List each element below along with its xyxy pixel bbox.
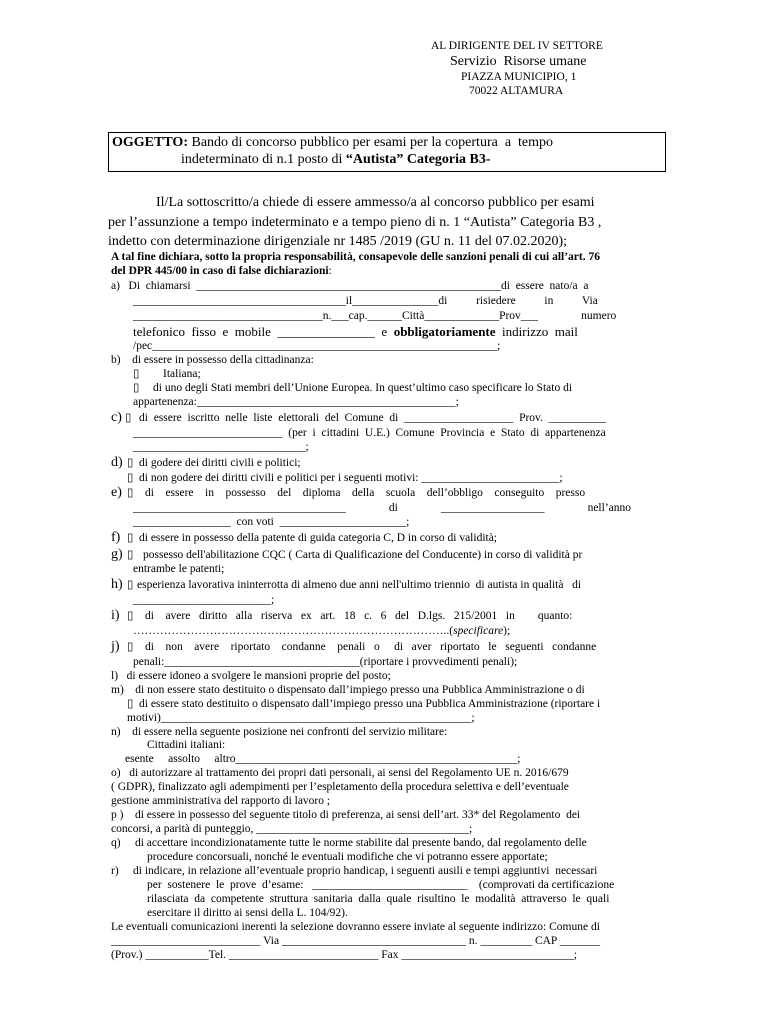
item-r-line-1: r) di indicare, in relazione all’eventuale proprio handicap, i seguenti ausili e tempi aggiuntivi necessari — [111, 865, 598, 877]
item-f-label: f) — [111, 530, 121, 545]
declaration-line-1: A tal fine dichiara, sotto la propria responsabilità, consapevole delle sanzioni penali di cui all’art. 76 — [111, 251, 600, 263]
checkbox-icon[interactable]: ▯ — [133, 382, 140, 394]
checkbox-icon[interactable]: ▯ — [125, 412, 132, 424]
item-c-line-3: ______________________________; — [133, 441, 309, 453]
item-b-line-4: appartenenza:_____________________________________________; — [133, 396, 459, 408]
item-e-line-1: di essere in possesso del diploma della scuola dell’obbligo conseguito presso — [145, 487, 586, 499]
item-i-line-1: di avere diritto alla riserva ex art. 18 c. 6 del D.lgs. 215/2001 in quanto: — [145, 610, 573, 622]
checkbox-icon[interactable]: ▯ — [127, 610, 134, 622]
item-a-line-2: _____________________________________il_______________di risiedere in Via — [133, 295, 598, 307]
item-i-label: i) — [111, 608, 120, 623]
item-m-line-2: di essere stato destituito o dispensato dall’impiego presso una Pubblica Amministrazione (riportare i — [139, 698, 601, 710]
item-a-line-5: /pec____________________________________________________________; — [133, 340, 501, 352]
item-o-line-1: o) di autorizzare al trattamento dei propri dati personali, ai sensi del Regolamento UE n. 2016/679 — [111, 767, 569, 779]
item-c-line-1: di essere iscritto nelle liste elettorali del Comune di ___________________ Prov. __________ — [139, 412, 607, 424]
item-n-line-3: esente assolto altro_________________________________________________; — [125, 753, 521, 765]
item-h-line-2: ________________________; — [133, 594, 275, 606]
item-g-label: g) — [111, 547, 123, 562]
item-m-line-1: m) di non essere stato destituito o dispensato dall’impiego presso una Pubblica Amministrazione o di — [111, 684, 585, 696]
item-a-line-3: _________________________________n.___cap.______Città_____________Prov___ numero — [133, 310, 617, 322]
intro-line-1: Il/La sottoscritto/a chiede di essere ammesso/a al concorso pubblico per esami — [156, 195, 595, 210]
item-b-italian: Italiana; — [163, 368, 201, 380]
checkbox-icon[interactable]: ▯ — [133, 368, 140, 380]
item-r-line-4: esercitare il diritto ai sensi della L. 104/92). — [147, 907, 348, 919]
footer-line-3: (Prov.) ___________Tel. __________________________ Fax ______________________________; — [111, 949, 578, 961]
item-a-line-4: telefonico fisso e mobile _______________ e obbligatoriamente indirizzo mail — [133, 324, 578, 339]
checkbox-icon[interactable]: ▯ — [127, 579, 134, 591]
item-r-line-3: rilasciata da competente struttura sanitaria dalla quale risultino le modalità attraverso le quali — [147, 893, 610, 905]
item-q-line-1: q) di accettare incondizionatamente tutte le norme stabilite dal presente bando, dal regolamento delle — [111, 837, 587, 849]
addressee-service: Servizio Risorse umane — [450, 54, 587, 69]
checkbox-icon[interactable]: ▯ — [127, 641, 134, 653]
checkbox-icon[interactable]: ▯ — [127, 549, 134, 561]
declaration-line-2: del DPR 445/00 in caso di false dichiarazioni: — [111, 265, 332, 277]
checkbox-icon[interactable]: ▯ — [127, 472, 134, 484]
item-j-line-1: di non avere riportato condanne penali o di aver riportato le seguenti condanne — [145, 641, 597, 653]
item-m-line-3: motivi)______________________________________________________; — [127, 712, 475, 724]
item-g-line-2: entrambe le patenti; — [133, 563, 225, 575]
item-d-line-1: di godere dei diritti civili e politici; — [139, 457, 301, 469]
item-e-line-3: _________________ con voti ______________________; — [133, 516, 410, 528]
item-e-label: e) — [111, 485, 122, 500]
item-h-line-1: esperienza lavorativa ininterrotta di almeno due anni nell'ultimo triennio di autista in qualità di — [137, 579, 582, 591]
intro-line-3: indetto con determinazione dirigenziale nr 1485 /2019 (GU n. 11 del 07.02.2020); — [108, 234, 568, 249]
subject-label: OGGETTO: — [112, 135, 188, 150]
item-o-line-2: ( GDPR), finalizzato agli adempimenti per l’espletamento della procedura selettiva e dell’eventuale — [111, 781, 569, 793]
item-l-line-1: l) di essere idoneo a svolgere le mansioni proprie del posto; — [111, 670, 391, 682]
item-a-line-1: a) Di chiamarsi _____________________________________________________di essere nato/a a — [111, 280, 589, 292]
subject-line-2 — [181, 153, 491, 167]
checkbox-icon[interactable]: ▯ — [127, 487, 134, 499]
item-r-line-2: per sostenere le prove d’esame: ___________________________ (comprovati da certificazione — [147, 879, 615, 891]
checkbox-icon[interactable]: ▯ — [127, 457, 134, 469]
item-e-line-2: _____________________________________ di __________________ nell’anno — [133, 502, 631, 514]
addressee-line: AL DIRIGENTE DEL IV SETTORE — [431, 40, 603, 52]
item-j-label: j) — [111, 639, 120, 654]
subject-text-1: Bando di concorso pubblico per esami per la copertura a tempo — [187, 135, 554, 150]
checkbox-icon[interactable]: ▯ — [127, 698, 134, 710]
item-d-label: d) — [111, 455, 123, 470]
subject-position: “Autista” Categoria B3- — [345, 152, 491, 167]
item-b-eu: di uno degli Stati membri dell’Unione Europea. In quest’ultimo caso specificare lo Stato di — [153, 382, 573, 394]
item-i-line-2: ………………………………………………………………………..(specificare); — [133, 625, 511, 637]
item-n-line-2: Cittadini italiani: — [147, 739, 226, 751]
item-p-line-2: concorsi, a parità di punteggio, _____________________________________; — [111, 823, 473, 835]
item-g-line-1: possesso dell'abilitazione CQC ( Carta di Qualificazione del Conducente) in corso di validità pr — [143, 549, 583, 561]
subject-line-1 — [112, 136, 553, 150]
addressee-city: 70022 ALTAMURA — [469, 85, 564, 97]
item-n-line-1: n) di essere nella seguente posizione nei confronti del servizio militare: — [111, 726, 448, 738]
item-f-line-1: di essere in possesso della patente di guida categoria C, D in corso di validità; — [139, 532, 498, 544]
item-j-line-2: penali:__________________________________(riportare i provvedimenti penali); — [133, 656, 518, 668]
item-d-line-2: di non godere dei diritti civili e politici per i seguenti motivi: ________________________; — [139, 472, 563, 484]
item-q-line-2: procedure concorsuali, nonché le eventuali modifiche che vi potranno essere apportate; — [147, 851, 548, 863]
footer-line-2: __________________________ Via ________________________________ n. _________ CAP _______ — [111, 935, 601, 947]
item-h-label: h) — [111, 577, 123, 592]
item-b-line-1: b) di essere in possesso della cittadinanza: — [111, 354, 314, 366]
footer-line-1: Le eventuali comunicazioni inerenti la selezione dovranno essere inviate al seguente indirizzo: Comune di — [111, 921, 600, 933]
item-o-line-3: gestione amministrativa del rapporto di lavoro ; — [111, 795, 331, 807]
item-p-line-1: p ) di essere in possesso del seguente titolo di preferenza, ai sensi dell’art. 33* del Regolamento dei — [111, 809, 581, 821]
addressee-street: PIAZZA MUNICIPIO, 1 — [461, 71, 577, 83]
intro-line-2: per l’assunzione a tempo indeterminato e a tempo pieno di n. 1 “Autista” Categoria B3 , — [108, 215, 602, 230]
subject-text-2: indeterminato di n.1 posto di — [181, 152, 346, 167]
checkbox-icon[interactable]: ▯ — [127, 532, 134, 544]
item-c-line-2: __________________________ (per i cittadini U.E.) Comune Provincia e Stato di appartenenza — [133, 427, 606, 439]
item-c-label: c) — [111, 410, 122, 425]
